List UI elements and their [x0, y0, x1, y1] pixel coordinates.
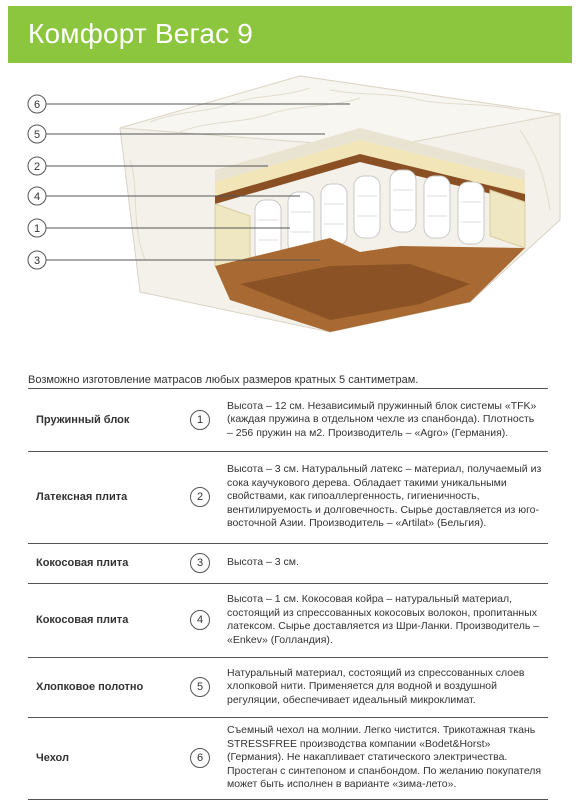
layer-name: Латексная плита: [28, 451, 177, 543]
callout-label: 3: [33, 255, 41, 267]
layer-description: Натуральный материал, состоящий из спрессованных слоев хлопковой нити. Применяется для водной и воздушной регуляции, обеспечивает идеальный микроклимат.: [223, 657, 548, 717]
layer-number-badge: 4: [190, 610, 210, 630]
callout-label: 5: [33, 129, 41, 141]
table-row: [28, 389, 548, 451]
size-note: Возможно изготовление матрасов любых размеров кратных 5 сантиметрам.: [28, 374, 419, 386]
mattress-illustration: [0, 70, 580, 360]
layer-description: Высота – 3 см.: [223, 543, 548, 583]
layer-number-badge: 1: [190, 410, 210, 430]
callout-label: 6: [33, 99, 41, 111]
layer-name: Кокосовая плита: [28, 583, 177, 657]
layer-description: Высота – 3 см. Натуральный латекс – материал, получаемый из сока каучукового дерева. Обладает такими уникальными свойствами, как гипоаллергенность, гигиеничность, вентилируемость и долговечность. Сырье доставляется из юго-восточной Азии. Производитель – «Artilat» (Бельгия).: [223, 451, 548, 543]
layer-number-badge: 3: [190, 553, 210, 573]
table-row: [28, 583, 548, 657]
layer-name: Кокосовая плита: [28, 543, 177, 583]
table-row: [28, 543, 548, 583]
layer-number-badge: 5: [190, 677, 210, 697]
layer-description: Высота – 1 см. Кокосовая койра – натуральный материал, состоящий из спрессованных кокосовых волокон, пропитанных латексом. Сырье доставляется из Шри-Ланки. Производитель – «Enkev» (Голландия).: [223, 583, 548, 657]
table-row: [28, 451, 548, 543]
layer-number-badge: 2: [190, 487, 210, 507]
layer-name: Хлопковое полотно: [28, 657, 177, 717]
callout-label: 2: [33, 161, 41, 173]
layer-name: Пружинный блок: [28, 389, 177, 451]
table-row: [28, 717, 548, 799]
layers-table: [28, 389, 548, 800]
layer-name: Чехол: [28, 717, 177, 799]
table-row: [28, 657, 548, 717]
page-title: Комфорт Вегас 9: [28, 18, 254, 49]
header-banner: [8, 6, 572, 63]
layer-description: Съемный чехол на молнии. Легко чистится. Трикотажная ткань STRESSFREE производства компании «Bodet&Horst» (Германия). Не накапливает статического электричества. Простеган с синтепоном и спанбондом. По желанию покупателя может быть исполнен в варианте «зима-лето».: [223, 717, 548, 799]
callout-label: 1: [33, 223, 41, 235]
callout-label: 4: [33, 191, 41, 203]
layer-description: Высота – 12 см. Независимый пружинный блок системы «TFK» (каждая пружина в отдельном чехле из спанбонда). Плотность – 256 пружин на м2. Производитель – «Agro» (Германия).: [223, 389, 548, 451]
layer-number-badge: 6: [190, 748, 210, 768]
